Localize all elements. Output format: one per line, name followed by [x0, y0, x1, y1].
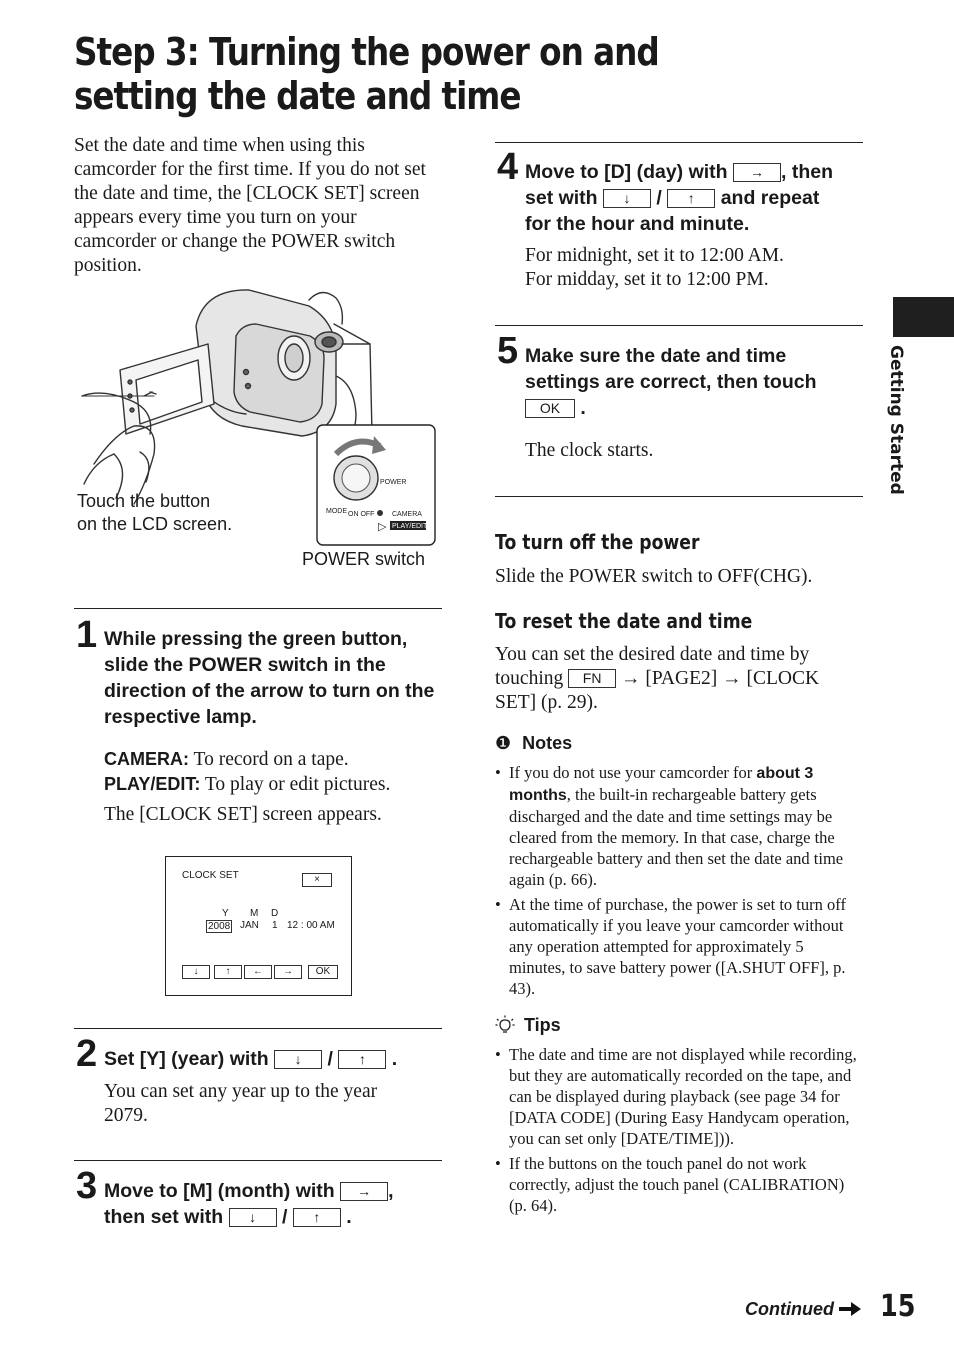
step1-heading: While pressing the green button, slide the POWER switch in the direction of the arrow to turn on the respective lamp. [104, 628, 435, 728]
step1-note: The [CLOCK SET] screen appears. [104, 804, 382, 825]
dial-mode-label: MODE [326, 508, 347, 515]
list-item: • If you do not use your camcorder for about 3 months, the built-in rechargeable battery gets discharged and the date and time settings may be cleared from the memory. In that case, charge the rechargeable battery and then set the date and time again (p. 66). [495, 763, 844, 889]
arrow-right-icon [839, 1302, 861, 1316]
step4-heading: Move to [D] (day) with → , then set with ↓ / ↑ and repeat for the hour and minute. [525, 161, 833, 235]
notes-icon: ❶ [495, 733, 512, 753]
reset-heading: To reset the date and time [495, 609, 753, 633]
dial-playedit-label: PLAY/EDIT [392, 523, 428, 530]
ok-button[interactable]: OK [525, 399, 575, 418]
tips-list [495, 1044, 863, 1216]
intro-paragraph: Set the date and time when using this camcorder for the first time. If you do not set the date and time, the [CLOCK SET] screen appears every time you turn on your camcorder or change the POWER switch position. [74, 135, 426, 276]
right-button[interactable]: → [274, 965, 302, 979]
time-field[interactable]: 12 : 00 AM [287, 920, 335, 931]
page-number: 15 [880, 1289, 916, 1324]
svg-text:▷: ▷ [378, 521, 387, 533]
touch-caption: Touch the button on the LCD screen. [77, 491, 233, 534]
continued-label: Continued [745, 1299, 861, 1320]
month-field[interactable]: JAN [240, 920, 259, 931]
step2-heading: Set [Y] (year) with ↓ / ↑ . [104, 1048, 398, 1070]
divider [74, 1160, 442, 1161]
step-number: 5 [497, 330, 519, 372]
up-arrow-button[interactable]: ↑ [667, 189, 715, 208]
step1-modes: CAMERA: To record on a tape. PLAY/EDIT: To play or edit pictures. [104, 749, 391, 795]
day-field[interactable]: 1 [272, 920, 278, 931]
turn-off-heading: To turn off the power [495, 530, 700, 554]
turn-off-body: Slide the POWER switch to OFF(CHG). [495, 566, 813, 587]
reset-body: You can set the desired date and time by touching FN → [PAGE2] → [CLOCK SET] (p. 29). [495, 644, 820, 713]
ok-button[interactable]: OK [308, 965, 338, 979]
power-switch-caption: POWER switch [302, 549, 426, 569]
year-field[interactable]: 2008 [208, 921, 231, 932]
step-number: 4 [497, 146, 519, 188]
lightbulb-icon [495, 1015, 515, 1035]
divider [495, 142, 863, 143]
divider [495, 496, 863, 497]
step5-body: The clock starts. [525, 440, 654, 461]
camcorder-illustration [74, 284, 444, 574]
right-arrow-button[interactable]: → [733, 163, 781, 182]
dial-onoff-label: ON OFF [348, 511, 375, 518]
list-item: • At the time of purchase, the power is set to turn off automatically if you leave your camcorder without any operation attempted for approximately 5 minutes, to save battery power ([A.SHUT OFF], p. 43). [495, 895, 846, 998]
notes-list [495, 762, 863, 999]
down-arrow-button[interactable]: ↓ [229, 1208, 277, 1227]
close-button[interactable]: × [302, 873, 332, 887]
up-button[interactable]: ↑ [214, 965, 242, 979]
column-day: D [271, 908, 279, 919]
page-title: Step 3: Turning the power on and setting the date and time [74, 30, 659, 118]
up-arrow-button[interactable]: ↑ [338, 1050, 386, 1069]
clock-set-title: CLOCK SET [182, 870, 239, 881]
clock-set-screen [165, 856, 352, 996]
down-arrow-button[interactable]: ↓ [274, 1050, 322, 1069]
list-item: • The date and time are not displayed while recording, but they are automatically recorded on the tape, and can be displayed during playback (see page 34 for [DATA CODE] (During Easy Handycam operation, you can set only [DATE/TIME])). [495, 1045, 857, 1148]
step2-body: You can set any year up to the year 2079. [104, 1081, 378, 1126]
step4-body: For midnight, set it to 12:00 AM. For midday, set it to 12:00 PM. [525, 245, 784, 290]
section-tab-label: Getting Started [886, 345, 906, 495]
down-arrow-button[interactable]: ↓ [603, 189, 651, 208]
section-tab-marker [893, 297, 954, 337]
step3-heading: Move to [M] (month) with → , then set with ↓ / ↑ . [104, 1180, 394, 1228]
step-number: 3 [76, 1165, 98, 1207]
divider [74, 1028, 442, 1029]
up-arrow-button[interactable]: ↑ [293, 1208, 341, 1227]
step-number: 1 [76, 614, 98, 656]
list-item: • If the buttons on the touch panel do not work correctly, adjust the touch panel (CALIBRATION) (p. 64). [495, 1154, 845, 1215]
divider [495, 325, 863, 326]
dial-power-label: POWER [380, 479, 407, 486]
fn-button[interactable]: FN [568, 669, 616, 688]
divider [74, 608, 442, 609]
column-month: M [250, 908, 259, 919]
step-number: 2 [76, 1033, 98, 1075]
right-arrow-button[interactable]: → [340, 1182, 388, 1201]
left-button[interactable]: ← [244, 965, 272, 979]
step5-heading: Make sure the date and time settings are correct, then touch OK . [525, 345, 817, 419]
dial-camera-label: CAMERA [392, 511, 422, 518]
notes-heading: ❶ Notes [495, 733, 573, 753]
column-year: Y [222, 908, 229, 919]
down-button[interactable]: ↓ [182, 965, 210, 979]
tips-heading: Tips [495, 1015, 561, 1036]
